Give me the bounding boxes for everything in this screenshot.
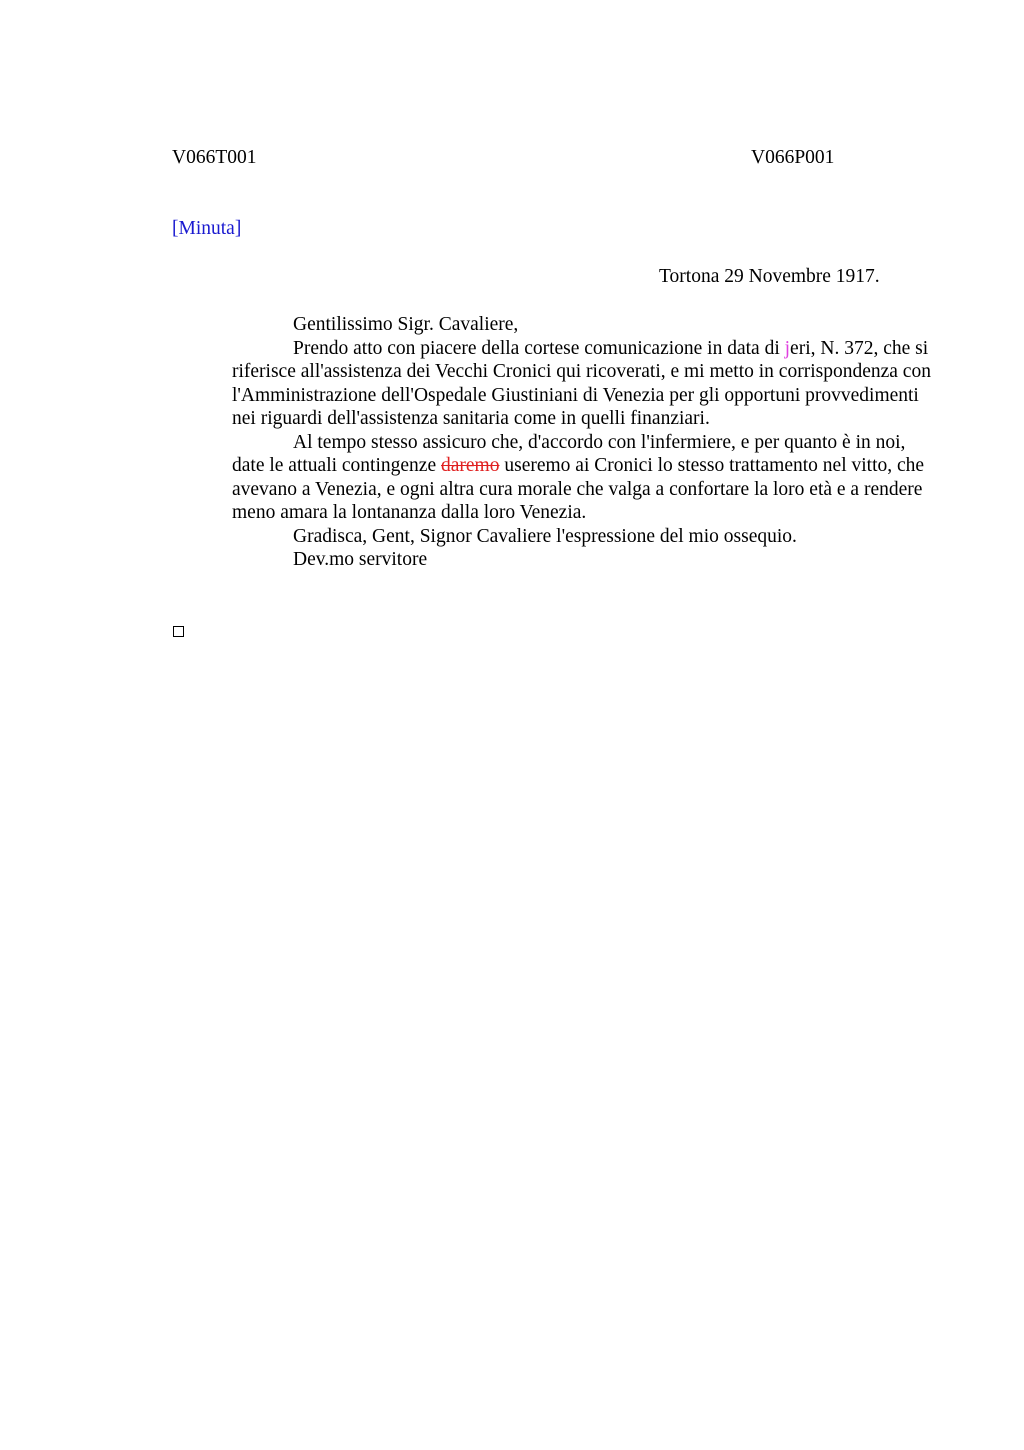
inserted-letter: j (784, 337, 791, 359)
deleted-word: daremo (441, 455, 500, 476)
paragraph-2 (232, 431, 932, 525)
paragraph-1-text-after: eri, N. 372, che si riferisce all'assistenza dei Vecchi Cronici qui ricoverati, e mi metto in corrispondenza con l'Amministrazione dell'Ospedale Giustiniani di Venezia per gli opportuni provvedimenti nei riguardi dell'assistenza sanitaria come in quelli finanziari. (232, 337, 931, 429)
letter-date: Tortona 29 Novembre 1917. (659, 266, 880, 287)
signature: Dev.mo servitore (293, 549, 428, 570)
paragraph-1 (232, 337, 932, 431)
closing: Gradisca, Gent, Signor Cavaliere l'espressione del mio ossequio. (293, 525, 797, 547)
minuta-label: [Minuta] (172, 218, 242, 239)
document-code-left: V066T001 (172, 147, 257, 168)
paragraph-2-text-after: useremo ai Cronici lo stesso trattamento nel vitto, che avevano a Venezia, e ogni altra cura morale che valga a confortare la loro età e a rendere meno amara la lontananza dalla loro Venezia. (232, 455, 925, 523)
salutation: Gentilissimo Sigr. Cavaliere, (293, 314, 519, 335)
square-icon (173, 626, 184, 637)
paragraph-2-text-before: Al tempo stesso assicuro che, d'accordo con l'infermiere, e per quanto è in noi, date le attuali contingenze (232, 431, 906, 476)
letter-body (232, 313, 932, 572)
paragraph-1-text-before: Prendo atto con piacere della cortese comunicazione in data di (293, 337, 785, 359)
document-code-right: V066P001 (751, 147, 835, 168)
